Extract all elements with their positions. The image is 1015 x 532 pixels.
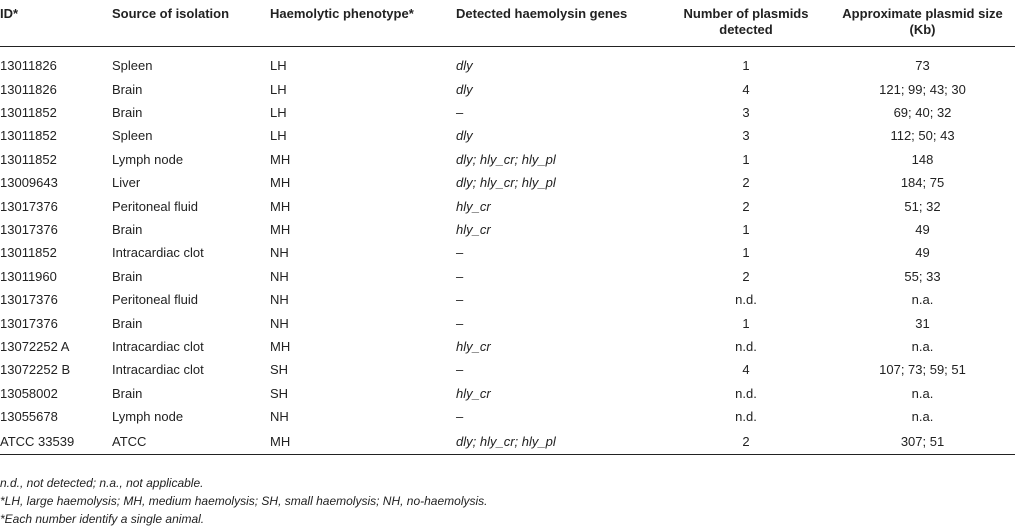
table-row xyxy=(0,101,1015,124)
cell-phenotype: NH xyxy=(270,315,289,331)
cell-genes: – xyxy=(456,268,464,284)
cell-plasmid-size: 73 xyxy=(915,58,930,74)
cell-genes: – xyxy=(456,105,464,121)
table-header xyxy=(0,0,1015,46)
cell-id: 13072252 A xyxy=(0,338,70,354)
header-phenotype: Haemolytic phenotype* xyxy=(270,6,414,21)
cell-phenotype: MH xyxy=(270,222,291,238)
cell-source: ATCC xyxy=(112,433,147,449)
cell-num-plasmids: n.d. xyxy=(735,385,757,401)
cell-genes: dly xyxy=(456,81,473,97)
cell-phenotype: NH xyxy=(270,409,289,425)
cell-num-plasmids: 2 xyxy=(742,433,750,449)
cell-plasmid-size: 121; 99; 43; 30 xyxy=(879,81,966,97)
cell-plasmid-size: 69; 40; 32 xyxy=(893,105,952,121)
cell-source: Brain xyxy=(112,268,143,284)
cell-phenotype: NH xyxy=(270,245,289,261)
cell-phenotype: MH xyxy=(270,198,291,214)
cell-num-plasmids: 4 xyxy=(742,362,750,378)
header-id: ID* xyxy=(0,6,19,21)
table-row xyxy=(0,359,1015,382)
cell-phenotype: NH xyxy=(270,292,289,308)
cell-plasmid-size: 148 xyxy=(911,151,934,167)
cell-genes: hly_cr xyxy=(456,198,491,214)
cell-num-plasmids: 3 xyxy=(742,105,750,121)
cell-genes: dly xyxy=(456,58,473,74)
cell-phenotype: LH xyxy=(270,128,287,144)
cell-genes: – xyxy=(456,292,464,308)
cell-genes: dly xyxy=(456,128,473,144)
cell-genes: dly; hly_cr; hly_pl xyxy=(456,433,556,449)
table-row xyxy=(0,46,1015,78)
cell-source: Intracardiac clot xyxy=(112,338,204,354)
cell-plasmid-size: 112; 50; 43 xyxy=(890,128,955,144)
cell-source: Intracardiac clot xyxy=(112,362,204,378)
cell-source: Brain xyxy=(112,385,143,401)
header-row xyxy=(0,0,1015,46)
cell-plasmid-size: 307; 51 xyxy=(900,433,945,449)
cell-source: Lymph node xyxy=(112,409,184,425)
cell-num-plasmids: 1 xyxy=(742,151,750,167)
cell-id: 13017376 xyxy=(0,315,58,331)
footnote-phenotype: *LH, large haemolysis; MH, medium haemolysis; SH, small haemolysis; NH, no-haemolysis. xyxy=(0,494,488,508)
table-row xyxy=(0,429,1015,455)
cell-plasmid-size: 31 xyxy=(915,315,930,331)
cell-id: 13072252 B xyxy=(0,362,71,378)
table-body xyxy=(0,46,1015,455)
cell-id: 13017376 xyxy=(0,292,58,308)
cell-source: Brain xyxy=(112,315,143,331)
cell-source: Intracardiac clot xyxy=(112,245,204,261)
table-row xyxy=(0,218,1015,241)
cell-id: 13011826 xyxy=(0,58,57,74)
table-row xyxy=(0,335,1015,358)
cell-source: Liver xyxy=(112,175,141,191)
cell-source: Peritoneal fluid xyxy=(112,198,198,214)
table-row xyxy=(0,172,1015,195)
table-footnotes xyxy=(0,474,488,528)
cell-num-plasmids: n.d. xyxy=(735,292,757,308)
cell-phenotype: LH xyxy=(270,81,287,97)
cell-id: 13009643 xyxy=(0,175,58,191)
footnote-abbreviations: n.d., not detected; n.a., not applicable. xyxy=(0,476,204,490)
cell-id: 13017376 xyxy=(0,222,58,238)
cell-source: Lymph node xyxy=(112,151,184,167)
table-row xyxy=(0,242,1015,265)
cell-id: 13058002 xyxy=(0,385,58,401)
cell-source: Brain xyxy=(112,222,143,238)
cell-genes: hly_cr xyxy=(456,338,491,354)
cell-source: Brain xyxy=(112,81,143,97)
cell-genes: hly_cr xyxy=(456,222,491,238)
cell-num-plasmids: n.d. xyxy=(735,338,757,354)
cell-genes: dly; hly_cr; hly_pl xyxy=(456,151,556,167)
cell-num-plasmids: 1 xyxy=(742,245,750,261)
cell-phenotype: MH xyxy=(270,151,291,167)
cell-phenotype: MH xyxy=(270,175,291,191)
cell-source: Spleen xyxy=(112,58,153,74)
header-plasmid-size: Approximate plasmid size (Kb) xyxy=(842,6,1003,37)
cell-source: Brain xyxy=(112,105,143,121)
cell-genes: – xyxy=(456,409,464,425)
cell-phenotype: LH xyxy=(270,105,287,121)
cell-plasmid-size: 55; 33 xyxy=(904,268,941,284)
cell-id: 13011852 xyxy=(0,245,57,261)
cell-num-plasmids: n.d. xyxy=(735,409,757,425)
cell-id: 13017376 xyxy=(0,198,58,214)
cell-source: Spleen xyxy=(112,128,153,144)
cell-phenotype: SH xyxy=(270,362,289,378)
cell-genes: – xyxy=(456,245,464,261)
cell-plasmid-size: n.a. xyxy=(911,409,934,425)
cell-id: 13011852 xyxy=(0,128,57,144)
cell-plasmid-size: 49 xyxy=(915,222,930,238)
table-row xyxy=(0,265,1015,288)
cell-plasmid-size: n.a. xyxy=(911,292,934,308)
cell-genes: dly; hly_cr; hly_pl xyxy=(456,175,556,191)
cell-phenotype: MH xyxy=(270,338,291,354)
cell-phenotype: NH xyxy=(270,268,289,284)
cell-genes: – xyxy=(456,362,464,378)
cell-id: 13011852 xyxy=(0,151,57,167)
cell-plasmid-size: 184; 75 xyxy=(900,175,945,191)
cell-num-plasmids: 2 xyxy=(742,175,750,191)
table-row xyxy=(0,382,1015,405)
header-genes: Detected haemolysin genes xyxy=(456,6,628,21)
table-row xyxy=(0,195,1015,218)
cell-plasmid-size: 49 xyxy=(915,245,930,261)
cell-id: 13011960 xyxy=(0,268,57,284)
cell-plasmid-size: 107; 73; 59; 51 xyxy=(879,362,966,378)
cell-genes: – xyxy=(456,315,464,331)
cell-num-plasmids: 4 xyxy=(742,81,750,97)
cell-num-plasmids: 1 xyxy=(742,58,750,74)
footnote-animal: *Each number identify a single animal. xyxy=(0,512,205,526)
table-row xyxy=(0,289,1015,312)
cell-plasmid-size: n.a. xyxy=(911,338,934,354)
cell-plasmid-size: 51; 32 xyxy=(904,198,941,214)
cell-num-plasmids: 2 xyxy=(742,268,750,284)
table-row xyxy=(0,125,1015,148)
cell-num-plasmids: 1 xyxy=(742,315,750,331)
cell-genes: hly_cr xyxy=(456,385,491,401)
cell-id: 13011852 xyxy=(0,105,57,121)
header-source: Source of isolation xyxy=(112,6,230,21)
cell-phenotype: MH xyxy=(270,433,291,449)
table-row xyxy=(0,405,1015,428)
cell-phenotype: SH xyxy=(270,385,289,401)
cell-num-plasmids: 1 xyxy=(742,222,750,238)
cell-id: 13055678 xyxy=(0,409,58,425)
cell-plasmid-size: n.a. xyxy=(911,385,934,401)
table-row xyxy=(0,312,1015,335)
cell-id: 13011826 xyxy=(0,81,57,97)
cell-id: ATCC 33539 xyxy=(0,433,75,449)
cell-source: Peritoneal fluid xyxy=(112,292,198,308)
cell-num-plasmids: 2 xyxy=(742,198,750,214)
header-num-plasmids: Number of plasmids detected xyxy=(683,6,809,37)
cell-phenotype: LH xyxy=(270,58,287,74)
table-row xyxy=(0,148,1015,171)
cell-num-plasmids: 3 xyxy=(742,128,750,144)
table-row xyxy=(0,78,1015,101)
